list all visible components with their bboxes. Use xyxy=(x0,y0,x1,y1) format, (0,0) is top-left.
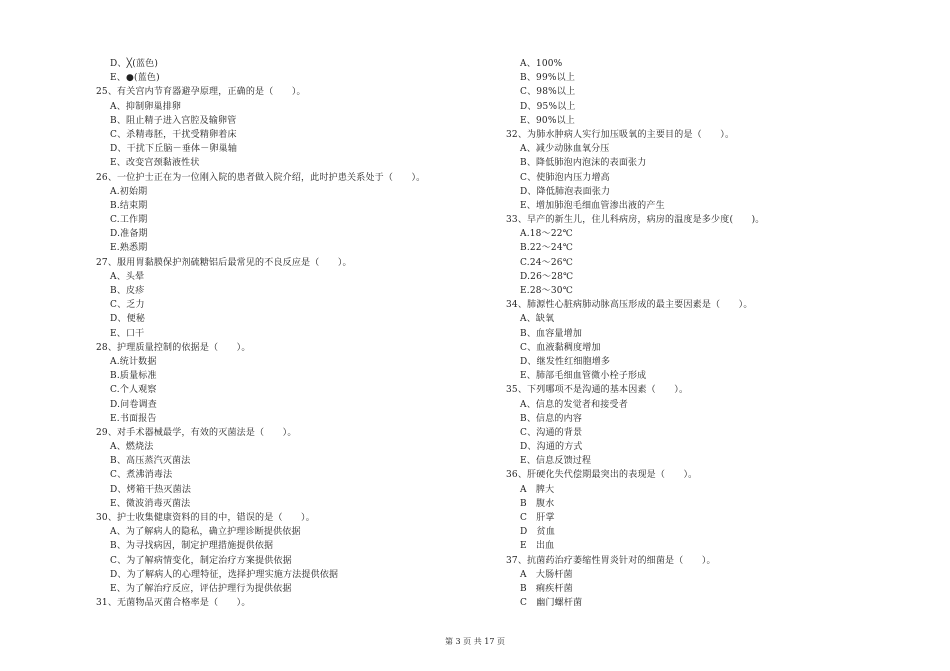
answer-option: A.18～22℃ xyxy=(520,229,573,240)
answer-option: A、抑制卵巢排卵 xyxy=(110,101,182,112)
question-stem: 36、肝硬化失代偿期最突出的表现是（ ）。 xyxy=(506,470,698,481)
page-number-footer: 第 3 页 共 17 页 xyxy=(445,637,505,646)
question-stem: 27、服用胃黏膜保护剂硫糖铝后最常见的不良反应是（ ）。 xyxy=(96,257,352,268)
question-stem: 28、护理质量控制的依据是（ ）。 xyxy=(96,342,251,353)
answer-option: E.28～30℃ xyxy=(520,286,574,296)
answer-option: D、便秘 xyxy=(110,314,146,325)
answer-option: D、烤箱干热灭菌法 xyxy=(110,484,192,495)
answer-option: E.书面报告 xyxy=(110,413,157,424)
answer-option: C、血液黏稠度增加 xyxy=(520,342,601,353)
answer-option: E 出血 xyxy=(520,541,555,552)
answer-option: A.统计数据 xyxy=(110,356,157,367)
answer-option: C、98%以上 xyxy=(520,87,576,98)
answer-option: E、增加肺泡毛细血管渗出液的产生 xyxy=(520,200,665,211)
answer-option: B、高压蒸汽灭菌法 xyxy=(110,456,191,467)
answer-option: D.准备期 xyxy=(110,229,148,240)
answer-option: C 幽门螺杆菌 xyxy=(520,598,583,609)
right-column xyxy=(506,57,886,610)
answer-option: C.个人观察 xyxy=(110,385,157,396)
answer-option: E、口干 xyxy=(110,328,145,339)
answer-option: D 贫血 xyxy=(520,527,556,538)
question-stem: 32、为肺水肿病人实行加压吸氧的主要目的是（ ）。 xyxy=(506,129,735,140)
question-stem: 37、抗菌药治疗萎缩性胃炎针对的细菌是（ ）。 xyxy=(506,555,716,566)
answer-option: C、沟通的背景 xyxy=(520,427,583,438)
question-stem: 35、下列哪项不是沟通的基本因素（ ）。 xyxy=(506,385,689,396)
answer-option: C、使肺泡内压力增高 xyxy=(520,172,610,183)
answer-option: B、为寻找病因，制定护理措施提供依据 xyxy=(110,541,274,552)
answer-option: C.24～26℃ xyxy=(520,257,573,268)
answer-option: D、继发性红细胞增多 xyxy=(520,356,611,367)
answer-option: C、杀精毒胚，干扰受精卵着床 xyxy=(110,129,237,140)
answer-option: E.熟悉期 xyxy=(110,243,148,254)
answer-option: A、头晕 xyxy=(110,271,145,282)
answer-option: B、血容量增加 xyxy=(520,328,583,339)
answer-option: B、99%以上 xyxy=(520,73,576,84)
answer-option: E、信息反馈过程 xyxy=(520,456,592,467)
answer-option: D、╳(蓝色) xyxy=(110,59,159,69)
answer-option: B.22～24℃ xyxy=(520,243,574,254)
answer-option: D.26～28℃ xyxy=(520,271,574,282)
answer-option: B 痢疾杆菌 xyxy=(520,583,573,594)
answer-option: A 大肠杆菌 xyxy=(520,569,573,580)
answer-option: A.初始期 xyxy=(110,186,148,197)
answer-option: D、干扰下丘脑－垂体－卵巢轴 xyxy=(110,144,238,155)
answer-option: B 腹水 xyxy=(520,498,555,509)
question-stem: 31、无菌物品灭菌合格率是（ ）。 xyxy=(96,598,251,609)
answer-option: E、90%以上 xyxy=(520,115,575,126)
answer-option: E、为了解治疗反应，评估护理行为提供依据 xyxy=(110,583,292,594)
question-stem: 33、早产的新生儿，住儿科病房，病房的温度是多少度( )。 xyxy=(506,215,765,226)
answer-option: C、煮沸消毒法 xyxy=(110,470,173,481)
question-stem: 30、护士收集健康资料的目的中，错误的是（ ）。 xyxy=(96,513,315,523)
answer-option: A、100% xyxy=(520,59,563,69)
answer-option: A、信息的发觉者和接受者 xyxy=(520,399,628,410)
answer-option: A、为了解病人的隐私，确立护理诊断提供依据 xyxy=(110,527,301,538)
answer-option: C、为了解病情变化，制定治疗方案提供依据 xyxy=(110,555,292,566)
answer-option: A、燃烧法 xyxy=(110,442,154,453)
answer-option: E、微波消毒灭菌法 xyxy=(110,498,191,509)
answer-option: E、●(蓝色) xyxy=(110,73,160,84)
question-stem: 29、对手术器械最学，有效的灭菌法是（ ）。 xyxy=(96,427,297,438)
left-column xyxy=(96,57,476,610)
question-stem: 25、有关宫内节育器避孕原理，正确的是（ ）。 xyxy=(96,87,306,98)
answer-option: D.问卷调查 xyxy=(110,399,157,410)
answer-option: A 脾大 xyxy=(520,484,555,495)
answer-option: A、减少动脉血氧分压 xyxy=(520,144,610,155)
answer-option: A、缺氧 xyxy=(520,314,555,325)
answer-option: B、降低肺泡内泡沫的表面张力 xyxy=(520,158,647,169)
answer-option: D、为了解病人的心理特征，选择护理实施方法提供依据 xyxy=(110,569,339,580)
answer-option: B.质量标准 xyxy=(110,371,157,382)
answer-option: B、阻止精子进入宫腔及输卵管 xyxy=(110,115,237,126)
question-stem: 34、肺源性心脏病肺动脉高压形成的最主要因素是（ ）。 xyxy=(506,300,753,311)
answer-option: D、降低肺泡表面张力 xyxy=(520,186,611,197)
answer-option: D、沟通的方式 xyxy=(520,442,583,453)
answer-option: B、皮疹 xyxy=(110,286,145,296)
answer-option: E、改变宫颈黏液性状 xyxy=(110,158,200,169)
answer-option: B.结束期 xyxy=(110,200,148,211)
answer-option: C、乏力 xyxy=(110,300,145,311)
answer-option: C 肝掌 xyxy=(520,513,555,523)
answer-option: B、信息的内容 xyxy=(520,413,583,424)
answer-option: D、95%以上 xyxy=(520,101,576,112)
answer-option: E、肺部毛细血管微小栓子形成 xyxy=(520,371,647,382)
question-stem: 26、一位护士正在为一位刚入院的患者做入院介绍，此时护患关系处于（ ）。 xyxy=(96,172,426,183)
answer-option: C.工作期 xyxy=(110,215,148,226)
